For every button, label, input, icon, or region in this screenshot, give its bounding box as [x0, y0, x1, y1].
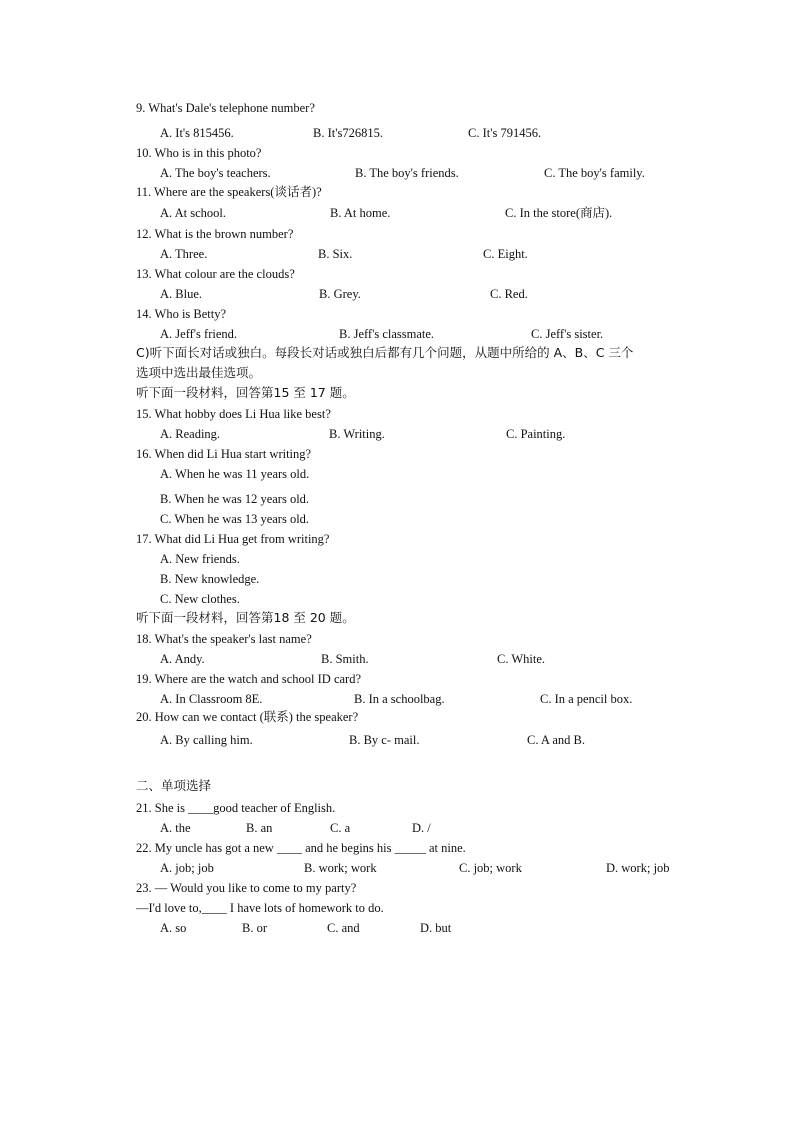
option-19c: C. In a pencil box.	[540, 692, 633, 706]
option-18a: A. Andy.	[160, 652, 205, 666]
option-10b: B. The boy's friends.	[355, 166, 459, 180]
question-11: 11. Where are the speakers(谈话者)?	[136, 185, 322, 199]
question-10: 10. Who is in this photo?	[136, 146, 262, 160]
option-16b: B. When he was 12 years old.	[160, 492, 310, 506]
option-20c: C. A and B.	[527, 733, 585, 747]
option-14c: C. Jeff's sister.	[531, 327, 604, 341]
option-21a: A. the	[160, 821, 191, 835]
option-17b: B. New knowledge.	[160, 572, 260, 586]
option-10c: C. The boy's family.	[544, 166, 645, 180]
option-9a: A. It's 815456.	[160, 126, 234, 140]
section-c-instruction-cont: 选项中选出最佳选项。	[136, 365, 262, 380]
section-c-instruction: C)听下面长对话或独白。每段长对话或独白后都有几个问题，从题中所给的 A、B、C 三个	[136, 345, 634, 360]
option-23d: D. but	[420, 921, 452, 935]
option-15c: C. Painting.	[506, 427, 566, 441]
question-18: 18. What's the speaker's last name?	[136, 632, 312, 646]
option-22d: D. work; job	[606, 861, 670, 875]
option-19b: B. In a schoolbag.	[354, 692, 445, 706]
question-15: 15. What hobby does Li Hua like best?	[136, 407, 331, 421]
option-15b: B. Writing.	[329, 427, 385, 441]
question-20: 20. How can we contact (联系) the speaker?	[136, 710, 359, 724]
option-19a: A. In Classroom 8E.	[160, 692, 263, 706]
section-2-heading: 二、单项选择	[136, 778, 212, 793]
option-15a: A. Reading.	[160, 427, 221, 441]
option-11c: C. In the store(商店).	[505, 206, 613, 220]
option-23b: B. or	[242, 921, 267, 935]
option-13a: A. Blue.	[160, 287, 203, 301]
option-16a: A. When he was 11 years old.	[160, 467, 310, 481]
material-1-heading: 听下面一段材料，回答第15 至 17 题。	[136, 385, 355, 400]
question-9: 9. What's Dale's telephone number?	[136, 101, 315, 115]
question-19: 19. Where are the watch and school ID card?	[136, 672, 362, 686]
option-12c: C. Eight.	[483, 247, 528, 261]
option-13c: C. Red.	[490, 287, 528, 301]
option-16c: C. When he was 13 years old.	[160, 512, 310, 526]
option-14b: B. Jeff's classmate.	[339, 327, 435, 341]
option-18b: B. Smith.	[321, 652, 369, 666]
question-23: 23. — Would you like to come to my party?	[136, 881, 357, 895]
question-13: 13. What colour are the clouds?	[136, 267, 295, 281]
option-21c: C. a	[330, 821, 351, 835]
option-22c: C. job; work	[459, 861, 522, 875]
question-14: 14. Who is Betty?	[136, 307, 227, 321]
option-12a: A. Three.	[160, 247, 208, 261]
option-12b: B. Six.	[318, 247, 353, 261]
question-23-response: —I'd love to,____ I have lots of homework to do.	[136, 901, 384, 915]
material-2-heading: 听下面一段材料，回答第18 至 20 题。	[136, 610, 355, 625]
option-21d: D. /	[412, 821, 431, 835]
question-12: 12. What is the brown number?	[136, 227, 294, 241]
option-11b: B. At home.	[330, 206, 391, 220]
option-23a: A. so	[160, 921, 187, 935]
question-22: 22. My uncle has got a new ____ and he begins his _____ at nine.	[136, 841, 466, 855]
option-9c: C. It's 791456.	[468, 126, 542, 140]
option-9b: B. It's726815.	[313, 126, 383, 140]
option-23c: C. and	[327, 921, 360, 935]
option-17a: A. New friends.	[160, 552, 240, 566]
option-18c: C. White.	[497, 652, 546, 666]
question-21: 21. She is ____good teacher of English.	[136, 801, 336, 815]
option-11a: A. At school.	[160, 206, 226, 220]
question-17: 17. What did Li Hua get from writing?	[136, 532, 330, 546]
option-22b: B. work; work	[304, 861, 377, 875]
option-22a: A. job; job	[160, 861, 214, 875]
option-10a: A. The boy's teachers.	[160, 166, 271, 180]
option-13b: B. Grey.	[319, 287, 361, 301]
option-20a: A. By calling him.	[160, 733, 253, 747]
option-20b: B. By c- mail.	[349, 733, 420, 747]
option-14a: A. Jeff's friend.	[160, 327, 238, 341]
option-21b: B. an	[246, 821, 273, 835]
option-17c: C. New clothes.	[160, 592, 240, 606]
question-16: 16. When did Li Hua start writing?	[136, 447, 312, 461]
